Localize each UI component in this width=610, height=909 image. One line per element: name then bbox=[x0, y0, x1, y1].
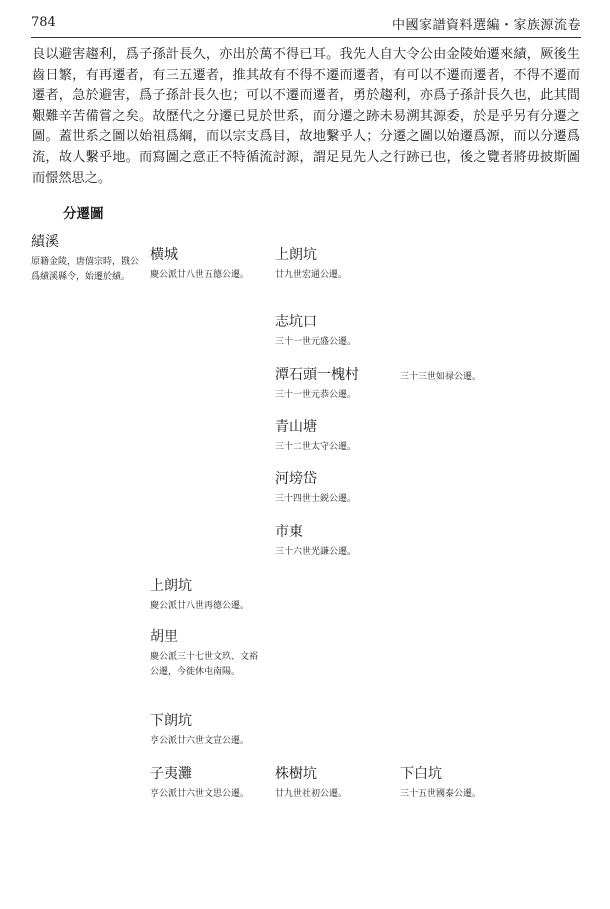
migration-note: 慶公派三十七世文玖、文裕公遷，今徙休屯南陽。 bbox=[150, 652, 259, 677]
page-number: 784 bbox=[31, 15, 56, 30]
migration-note: 廿九世宏通公遷。 bbox=[275, 270, 348, 280]
migration-note: 三十一世元盛公遷。 bbox=[275, 337, 357, 347]
place-name: 子夷灘 bbox=[150, 766, 192, 782]
migration-note: 三十一世元恭公遷。 bbox=[275, 390, 357, 400]
body-paragraph: 良以避害趨利，爲子孫計長久，亦出於萬不得已耳。我先人自大令公由金陵始遷來績，厥後生齒日繁，有再遷者，有三五遷者，推其故有不得不遷而遷者，有可以不遷而遷者，不得不遷而遷者，急於避害，爲子孫計長久也；可以不遷而遷者，勇於趨利，亦爲子孫計長久也，此其間艱難辛苦備嘗之矣。故歷代之分遷已見於世系，而分遷之跡未易溯其源委，於是乎另有分遷之圖。蓋世系之圖以始祖爲綱，而以宗支爲目，故地繫乎人；分遷之圖以始遷爲源，而以分遷爲流，故人繫乎地。而寫圖之意正不特循流討源，謂足見先人之行跡已也，後之覽者將毋披斯圖而憬然思之。 bbox=[32, 47, 580, 186]
chart-node-shanglangkeng bbox=[275, 246, 395, 283]
migration-note: 廿九世社初公遷。 bbox=[275, 789, 348, 799]
migration-note: 慶公派廿八世五德公遷。 bbox=[150, 270, 250, 280]
place-name: 下朗坑 bbox=[150, 713, 192, 729]
chart-node-shanglangkeng-2 bbox=[150, 577, 275, 614]
migration-note: 三十三世如禄公遷。 bbox=[400, 372, 482, 382]
chart-node-tanshitou-huaicun bbox=[275, 366, 395, 403]
header-rule bbox=[31, 37, 581, 38]
place-name: 志坑口 bbox=[275, 314, 317, 330]
place-name: 潭石頭一槐村 bbox=[275, 367, 359, 383]
chart-node-xiabaikeng bbox=[400, 765, 520, 802]
chart-node-shidong bbox=[275, 523, 395, 560]
migration-note: 亨公派廿六世文宣公遷。 bbox=[150, 736, 250, 746]
chart-heading: 分遷圖 bbox=[63, 206, 104, 222]
place-name: 下白坑 bbox=[400, 766, 442, 782]
chart-node-hebangdai bbox=[275, 470, 395, 507]
chart-node-hengcheng bbox=[150, 246, 270, 283]
place-name: 河塝岱 bbox=[275, 471, 317, 487]
migration-note: 三十六世光謙公遷。 bbox=[275, 547, 357, 557]
migration-note: 三十四世士鋭公遷。 bbox=[275, 494, 357, 504]
chart-node-rulu-branch bbox=[400, 366, 520, 385]
running-title: 中國家譜資料選編・家族源流卷 bbox=[391, 18, 581, 33]
place-name: 横城 bbox=[150, 247, 178, 263]
place-name: 市東 bbox=[275, 524, 303, 540]
migration-note: 三十二世太守公遷。 bbox=[275, 442, 357, 452]
place-name: 株樹坑 bbox=[275, 766, 317, 782]
chart-node-zhushukeng bbox=[275, 765, 395, 802]
place-name: 青山塘 bbox=[275, 419, 317, 435]
migration-note: 三十五世國泰公遷。 bbox=[400, 789, 482, 799]
migration-note: 慶公派廿八世再德公遷。 bbox=[150, 601, 250, 611]
migration-note: 原籍金陵，唐僖宗時，戡公爲績溪縣令，始遷於績。 bbox=[31, 257, 140, 282]
chart-node-ziyitan bbox=[150, 765, 270, 802]
place-name: 績溪 bbox=[31, 234, 59, 250]
chart-node-huli bbox=[150, 628, 262, 679]
chart-node-qingshantang bbox=[275, 418, 395, 455]
place-name: 胡里 bbox=[150, 629, 178, 645]
running-header bbox=[31, 11, 581, 35]
place-name: 上朗坑 bbox=[150, 578, 192, 594]
migration-note: 亨公派廿六世文思公遷。 bbox=[150, 789, 250, 799]
chart-node-jixi bbox=[31, 233, 141, 284]
chart-node-xialangkeng bbox=[150, 712, 275, 749]
chart-node-zhikengkou bbox=[275, 313, 395, 350]
place-name: 上朗坑 bbox=[275, 247, 317, 263]
